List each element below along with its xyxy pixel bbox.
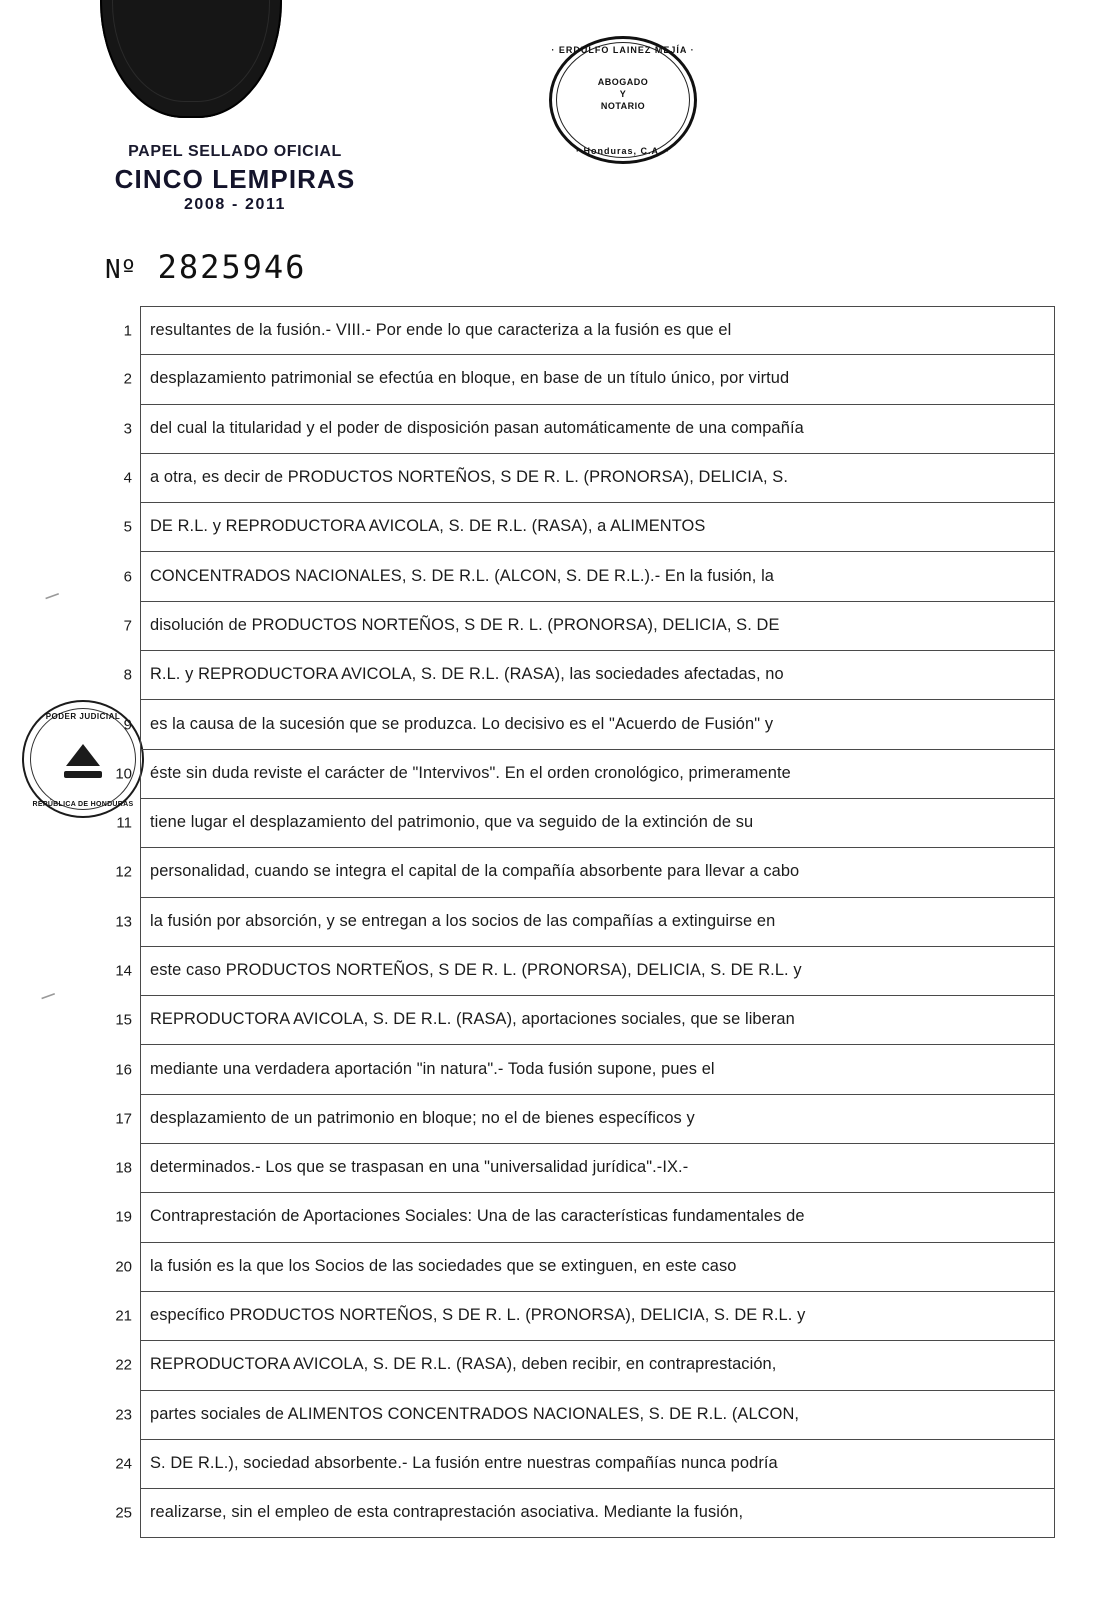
official-shield-seal: [100, 0, 282, 118]
line-number: 13: [115, 913, 132, 931]
document-body: [115, 306, 1055, 1538]
pencil-mark: −: [38, 578, 66, 615]
notary-stamp-inner-text: [549, 76, 697, 112]
document-line-row: [116, 799, 1055, 848]
document-line-row: [115, 1045, 1055, 1094]
document-line-row: [115, 1243, 1055, 1292]
document-line-row: [115, 1391, 1055, 1440]
line-text: mediante una verdadera aportación "in natura".- Toda fusión supone, pues el: [150, 1059, 715, 1078]
line-text: realizarse, sin el empleo de esta contraprestación asociativa. Mediante la fusión,: [150, 1503, 744, 1522]
document-line-row: [123, 306, 1055, 355]
document-line-row: [123, 651, 1055, 700]
line-number: 23: [115, 1406, 132, 1424]
line-number: 7: [123, 617, 132, 635]
notary-stamp-top-arc-text: · ERDULFO LAINEZ MEJÍA ·: [551, 45, 695, 55]
line-number: 9: [123, 716, 132, 734]
judicial-seal-bottom-arc-text: REPÚBLICA DE HONDURAS: [32, 801, 134, 808]
line-number: 8: [123, 666, 132, 684]
line-number: 16: [115, 1061, 132, 1079]
notary-stamp-line3: NOTARIO: [600, 101, 646, 112]
document-line-row: [123, 503, 1055, 552]
coat-of-arms-base: [64, 771, 102, 778]
folio-number-value: 2825946: [157, 248, 307, 286]
line-text: es la causa de la sucesión que se produzca. Lo decisivo es el "Acuerdo de Fusión" y: [150, 714, 774, 733]
line-text: éste sin duda reviste el carácter de "Intervivos". En el orden cronológico, primeramente: [150, 763, 791, 782]
line-text: específico PRODUCTOS NORTEÑOS, S DE R. L. (PRONORSA), DELICIA, S. DE R.L. y: [150, 1306, 806, 1325]
line-text: resultantes de la fusión.- VIII.- Por ende lo que caracteriza a la fusión es que el: [150, 320, 732, 339]
notary-stamp-line2: Y: [619, 89, 627, 100]
document-line-row: [115, 848, 1055, 897]
coat-of-arms-icon: [60, 740, 106, 782]
line-text: CONCENTRADOS NACIONALES, S. DE R.L. (ALCON, S. DE R.L.).- En la fusión, la: [150, 566, 775, 585]
document-line-row: [115, 898, 1055, 947]
stamp-header-line2: CINCO LEMPIRAS: [114, 164, 356, 195]
judicial-seal-top-arc-text: PODER JUDICIAL: [45, 712, 121, 721]
pencil-mark: −: [34, 978, 62, 1015]
line-number: 3: [123, 420, 132, 438]
line-number: 24: [115, 1455, 132, 1473]
line-number: 19: [115, 1208, 132, 1226]
stamped-paper-header: [70, 143, 400, 215]
line-text: a otra, es decir de PRODUCTOS NORTEÑOS, S DE R. L. (PRONORSA), DELICIA, S.: [150, 468, 788, 487]
line-text: S. DE R.L.), sociedad absorbente.- La fusión entre nuestras compañías nunca podría: [150, 1454, 778, 1473]
notary-stamp-line1: ABOGADO: [597, 77, 649, 87]
notary-stamp: [549, 36, 697, 164]
line-text: este caso PRODUCTOS NORTEÑOS, S DE R. L. (PRONORSA), DELICIA, S. DE R.L. y: [150, 961, 802, 980]
line-number: 1: [123, 322, 132, 340]
line-text: del cual la titularidad y el poder de disposición pasan automáticamente de una compañía: [150, 418, 804, 437]
line-text: disolución de PRODUCTOS NORTEÑOS, S DE R. L. (PRONORSA), DELICIA, S. DE: [150, 616, 780, 635]
line-text: REPRODUCTORA AVICOLA, S. DE R.L. (RASA), aportaciones sociales, que se liberan: [150, 1010, 795, 1029]
line-number: 11: [116, 814, 132, 832]
line-text: la fusión es la que los Socios de las sociedades que se extinguen, en este caso: [150, 1256, 737, 1275]
document-line-row: [115, 1341, 1055, 1390]
stamp-header-years: 2008 - 2011: [183, 196, 287, 214]
line-text: partes sociales de ALIMENTOS CONCENTRADOS NACIONALES, S. DE R.L. (ALCON,: [150, 1404, 800, 1423]
line-number: 21: [115, 1307, 132, 1325]
line-number: 6: [123, 568, 132, 586]
line-number: 15: [115, 1011, 132, 1029]
document-line-row: [115, 1292, 1055, 1341]
line-text: personalidad, cuando se integra el capital de la compañía absorbente para llevar a cabo: [150, 862, 800, 881]
document-line-row: [115, 1193, 1055, 1242]
line-number: 10: [115, 765, 132, 783]
line-number: 25: [115, 1504, 132, 1522]
line-number: 17: [115, 1110, 132, 1128]
line-number: 20: [115, 1258, 132, 1276]
document-line-row: [123, 700, 1055, 749]
line-text: REPRODUCTORA AVICOLA, S. DE R.L. (RASA), deben recibir, en contraprestación,: [150, 1355, 777, 1374]
coat-of-arms-triangle: [66, 744, 100, 766]
line-number: 22: [115, 1356, 132, 1374]
document-line-row: [115, 1440, 1055, 1489]
document-line-row: [115, 1144, 1055, 1193]
document-line-row: [123, 454, 1055, 503]
line-number: 14: [115, 962, 132, 980]
line-text: desplazamiento patrimonial se efectúa en bloque, en base de un título único, por virtud: [150, 369, 790, 388]
document-line-row: [115, 1489, 1055, 1538]
line-number: 4: [123, 469, 132, 487]
folio-number-mark: Nº: [105, 255, 137, 285]
line-number: 2: [123, 370, 132, 388]
stamp-header-line1: PAPEL SELLADO OFICIAL: [128, 143, 342, 160]
document-line-row: [123, 405, 1055, 454]
line-text: desplazamiento de un patrimonio en bloque; no el de bienes específicos y: [150, 1109, 695, 1128]
line-text: tiene lugar el desplazamiento del patrimonio, que va seguido de la extinción de su: [150, 813, 754, 832]
document-line-row: [115, 996, 1055, 1045]
line-text: DE R.L. y REPRODUCTORA AVICOLA, S. DE R.L. (RASA), a ALIMENTOS: [150, 517, 706, 536]
line-number: 5: [123, 518, 132, 536]
folio-number: [105, 248, 306, 286]
line-text: la fusión por absorción, y se entregan a los socios de las compañías a extinguirse en: [150, 911, 776, 930]
line-number: 12: [115, 863, 132, 881]
document-line-row: [123, 552, 1055, 601]
line-text: Contraprestación de Aportaciones Sociales: Una de las características fundamentales de: [150, 1207, 805, 1226]
document-line-row: [115, 750, 1055, 799]
document-line-row: [115, 947, 1055, 996]
document-line-row: [123, 355, 1055, 404]
line-number: 18: [115, 1159, 132, 1177]
line-text: R.L. y REPRODUCTORA AVICOLA, S. DE R.L. (RASA), las sociedades afectadas, no: [150, 665, 784, 684]
document-line-row: [123, 602, 1055, 651]
line-text: determinados.- Los que se traspasan en una "universalidad jurídica".-IX.-: [150, 1158, 689, 1177]
document-line-row: [115, 1095, 1055, 1144]
notary-stamp-bottom-arc-text: · Honduras, C.A. ·: [576, 146, 670, 156]
